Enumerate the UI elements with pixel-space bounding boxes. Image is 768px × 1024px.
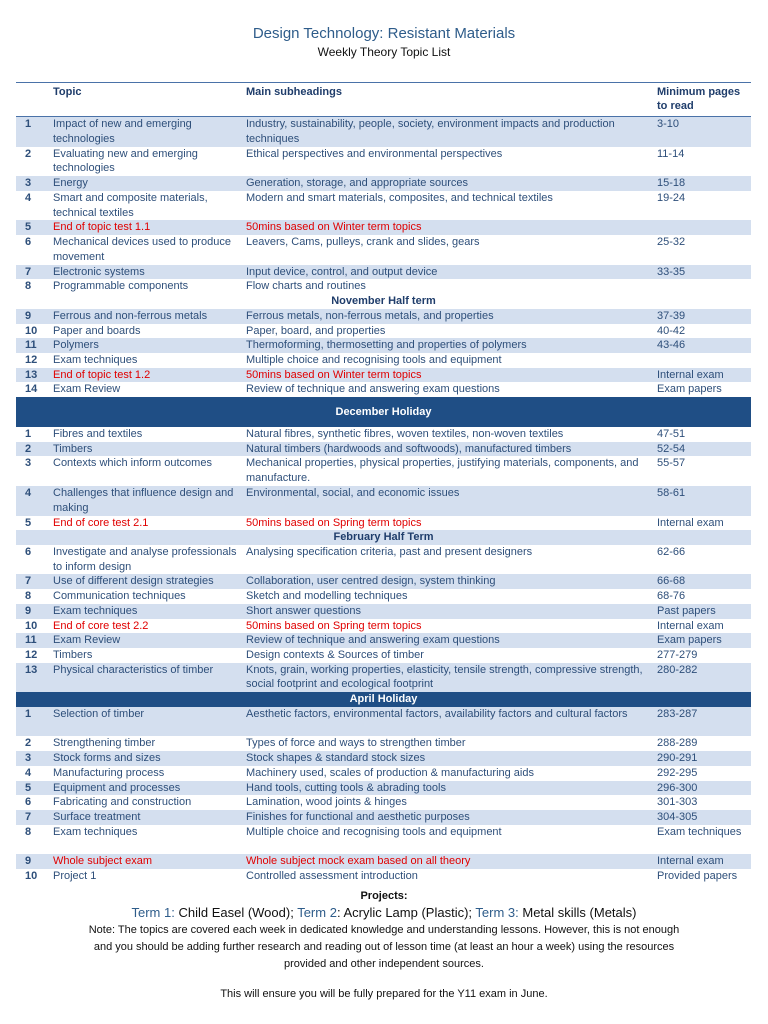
row-topic: Surface treatment bbox=[53, 810, 141, 823]
row-subheadings: Multiple choice and recognising tools and equipment bbox=[246, 825, 502, 838]
table-row bbox=[16, 265, 751, 280]
table-row bbox=[16, 574, 751, 589]
table-row bbox=[16, 338, 751, 353]
table-body bbox=[16, 117, 751, 884]
row-number: 4 bbox=[25, 766, 32, 779]
table-row bbox=[16, 795, 751, 810]
row-number: 6 bbox=[25, 796, 32, 809]
row-topic: Communication techniques bbox=[53, 590, 186, 603]
table-row bbox=[16, 633, 751, 648]
row-pages: 47-51 bbox=[657, 427, 686, 440]
row-number: 9 bbox=[25, 855, 32, 868]
row-topic: Contexts which inform outcomes bbox=[53, 457, 212, 470]
row-pages: Exam papers bbox=[657, 634, 722, 647]
term3-value: Metal skills (Metals) bbox=[518, 905, 637, 920]
row-subheadings: Natural timbers (hardwoods and softwoods), manufactured timbers bbox=[246, 442, 572, 455]
row-pages: Past papers bbox=[657, 604, 716, 617]
row-number: 4 bbox=[25, 486, 32, 499]
row-number: 6 bbox=[25, 545, 32, 558]
row-subheadings: 50mins based on Spring term topics bbox=[246, 516, 422, 529]
row-number: 11 bbox=[25, 339, 37, 352]
row-topic: Manufacturing process bbox=[53, 766, 165, 779]
row-subheadings: 50mins based on Spring term topics bbox=[246, 619, 422, 632]
row-subheadings: Analysing specification criteria, past and present designers bbox=[246, 545, 533, 558]
row-subheadings: Types of force and ways to strengthen timber bbox=[246, 737, 466, 750]
table-row bbox=[16, 825, 751, 855]
row-subheadings: Collaboration, user centred design, system thinking bbox=[246, 575, 496, 588]
row-number: 10 bbox=[25, 619, 38, 632]
row-number: 9 bbox=[25, 309, 32, 322]
table-row bbox=[16, 368, 751, 383]
row-pages: 3-10 bbox=[657, 118, 680, 130]
document-title: Design Technology: Resistant Materials bbox=[252, 25, 516, 42]
row-pages: 58-61 bbox=[657, 486, 686, 499]
row-subheadings: Input device, control, and output device bbox=[246, 265, 438, 278]
row-pages: 25-32 bbox=[657, 236, 686, 249]
row-topic: Mechanical devices used to produce movement bbox=[53, 236, 231, 263]
row-subheadings: Thermoforming, thermosetting and properties of polymers bbox=[246, 339, 527, 352]
row-pages: 15-18 bbox=[657, 177, 686, 190]
row-topic: Programmable components bbox=[53, 280, 189, 293]
table-row bbox=[16, 235, 751, 265]
row-topic: Stock forms and sizes bbox=[53, 752, 161, 765]
row-topic: Fabricating and construction bbox=[53, 796, 192, 809]
row-pages: Internal exam bbox=[657, 516, 724, 529]
row-subheadings: Short answer questions bbox=[246, 604, 361, 617]
row-pages: 43-46 bbox=[657, 339, 686, 352]
row-topic: Exam techniques bbox=[53, 825, 138, 838]
table-row bbox=[16, 854, 751, 869]
table-row bbox=[16, 427, 751, 442]
table-row bbox=[16, 604, 751, 619]
row-subheadings: Leavers, Cams, pulleys, crank and slides, gears bbox=[246, 236, 480, 249]
row-topic: Timbers bbox=[53, 442, 93, 455]
row-topic: Exam techniques bbox=[53, 353, 138, 366]
row-pages: 40-42 bbox=[657, 324, 686, 337]
topic-table bbox=[16, 82, 751, 884]
row-number: 13 bbox=[25, 663, 38, 676]
table-row bbox=[16, 663, 751, 693]
table-row bbox=[16, 309, 751, 324]
row-number: 3 bbox=[25, 752, 32, 765]
row-subheadings: Multiple choice and recognising tools and equipment bbox=[246, 353, 502, 366]
document-subtitle: Weekly Theory Topic List bbox=[317, 45, 451, 59]
row-topic: Ferrous and non-ferrous metals bbox=[53, 309, 208, 322]
row-number: 14 bbox=[25, 383, 38, 396]
row-topic: Use of different design strategies bbox=[53, 575, 214, 588]
row-topic: Selection of timber bbox=[53, 707, 145, 720]
header-subheadings: Main subheadings bbox=[246, 86, 342, 98]
table-row bbox=[16, 442, 751, 457]
row-pages bbox=[657, 353, 751, 368]
row-number: 1 bbox=[25, 707, 32, 720]
row-number: 5 bbox=[25, 221, 32, 234]
row-subheadings: Knots, grain, working properties, elasticity, tensile strength, compressive strength, social footprint and ecological footprint bbox=[246, 663, 643, 691]
row-topic: Physical characteristics of timber bbox=[53, 663, 214, 676]
row-number: 5 bbox=[25, 516, 32, 529]
row-pages: Internal exam bbox=[657, 368, 724, 381]
row-number: 6 bbox=[25, 236, 32, 249]
row-number: 2 bbox=[25, 442, 32, 455]
row-topic: End of core test 2.1 bbox=[53, 516, 149, 529]
row-number: 3 bbox=[25, 457, 32, 470]
row-pages: 33-35 bbox=[657, 265, 686, 278]
row-pages: Internal exam bbox=[657, 619, 724, 632]
row-subheadings: Lamination, wood joints & hinges bbox=[246, 796, 407, 809]
row-topic: End of topic test 1.1 bbox=[53, 221, 151, 234]
section-divider: February Half Term bbox=[16, 530, 751, 545]
row-pages: 19-24 bbox=[657, 191, 686, 204]
term3-label: Term 3: bbox=[475, 905, 519, 920]
table-row bbox=[16, 751, 751, 766]
row-topic: Evaluating new and emerging technologies bbox=[53, 147, 198, 175]
row-subheadings: Hand tools, cutting tools & abrading tools bbox=[246, 781, 446, 794]
table-row bbox=[16, 781, 751, 796]
row-pages: 280-282 bbox=[657, 663, 698, 676]
table-row bbox=[16, 147, 751, 177]
row-topic: Equipment and processes bbox=[53, 781, 181, 794]
row-number: 3 bbox=[25, 177, 32, 190]
row-topic: Paper and boards bbox=[53, 324, 141, 337]
row-pages: 301-303 bbox=[657, 796, 698, 809]
row-subheadings: Finishes for functional and aesthetic purposes bbox=[246, 810, 470, 823]
row-pages: 304-305 bbox=[657, 810, 698, 823]
row-pages: 290-291 bbox=[657, 752, 698, 765]
table-row bbox=[16, 516, 751, 531]
row-subheadings: Paper, board, and properties bbox=[246, 324, 386, 337]
row-pages: 55-57 bbox=[657, 457, 686, 470]
table-row bbox=[16, 324, 751, 339]
row-subheadings: Review of technique and answering exam questions bbox=[246, 383, 500, 396]
row-topic: Strengthening timber bbox=[53, 737, 156, 750]
row-topic: Fibres and textiles bbox=[53, 427, 143, 440]
row-topic: Electronic systems bbox=[53, 265, 145, 278]
note-text: Note: The topics are covered each week in dedicated knowledge and understanding lessons. However, this is not enough and you should be adding further research and reading out of lesson time (at least an hour a week) using the resources provided and other independent sources. bbox=[88, 924, 680, 970]
row-subheadings: Environmental, social, and economic issues bbox=[246, 486, 460, 499]
row-topic: Project 1 bbox=[53, 869, 97, 882]
row-topic: Investigate and analyse professionals to inform design bbox=[53, 545, 237, 573]
row-pages: 37-39 bbox=[657, 309, 686, 322]
term2-value: : Acrylic Lamp (Plastic); bbox=[336, 905, 476, 920]
row-topic: Timbers bbox=[53, 648, 93, 661]
row-topic: End of core test 2.2 bbox=[53, 619, 149, 632]
table-row bbox=[16, 176, 751, 191]
row-pages: 52-54 bbox=[657, 442, 686, 455]
term1-label: Term 1: bbox=[131, 905, 175, 920]
section-divider: April Holiday bbox=[16, 692, 751, 707]
row-topic: Polymers bbox=[53, 339, 99, 352]
row-number: 10 bbox=[25, 869, 38, 882]
row-subheadings: 50mins based on Winter term topics bbox=[246, 221, 422, 234]
row-subheadings: Generation, storage, and appropriate sources bbox=[246, 177, 468, 190]
row-topic: Smart and composite materials, technical textiles bbox=[53, 191, 208, 219]
final-text: This will ensure you will be fully prepared for the Y11 exam in June. bbox=[220, 988, 548, 1000]
row-pages: 62-66 bbox=[657, 545, 686, 558]
table-row bbox=[16, 279, 751, 294]
row-subheadings: Review of technique and answering exam questions bbox=[246, 634, 500, 647]
table-row bbox=[16, 589, 751, 604]
row-subheadings: Ferrous metals, non-ferrous metals, and properties bbox=[246, 309, 494, 322]
row-number: 4 bbox=[25, 191, 32, 204]
row-topic: Impact of new and emerging technologies bbox=[53, 118, 192, 145]
header-topic: Topic bbox=[53, 86, 82, 98]
row-number: 13 bbox=[25, 368, 38, 381]
row-subheadings: Sketch and modelling techniques bbox=[246, 590, 408, 603]
row-subheadings: Machinery used, scales of production & manufacturing aids bbox=[246, 766, 534, 779]
header-pages: Minimum pages to read bbox=[657, 86, 741, 112]
row-number: 2 bbox=[25, 737, 32, 750]
row-number: 7 bbox=[25, 265, 32, 278]
row-pages: Provided papers bbox=[657, 869, 738, 882]
row-pages: 277-279 bbox=[657, 648, 698, 661]
table-row bbox=[16, 382, 751, 397]
table-row bbox=[16, 810, 751, 825]
table-row bbox=[16, 766, 751, 781]
row-number: 8 bbox=[25, 280, 32, 293]
row-pages: 283-287 bbox=[657, 707, 698, 720]
table-row bbox=[16, 736, 751, 751]
row-topic: Energy bbox=[53, 177, 88, 190]
table-row bbox=[16, 220, 751, 235]
row-pages bbox=[657, 279, 751, 294]
table-row bbox=[16, 353, 751, 368]
row-subheadings: Mechanical properties, physical properties, justifying materials, components, and manufacture. bbox=[246, 457, 639, 485]
row-number: 1 bbox=[25, 427, 32, 440]
row-pages: 11-14 bbox=[657, 147, 685, 160]
table-row bbox=[16, 191, 751, 221]
row-number: 7 bbox=[25, 575, 32, 588]
row-subheadings: Natural fibres, synthetic fibres, woven textiles, non-woven textiles bbox=[246, 427, 564, 440]
table-row bbox=[16, 869, 751, 884]
projects-terms bbox=[0, 904, 768, 922]
row-topic: Challenges that influence design and making bbox=[53, 486, 234, 514]
table-row bbox=[16, 486, 751, 516]
row-number: 8 bbox=[25, 590, 32, 603]
row-number: 12 bbox=[25, 353, 38, 366]
row-number: 8 bbox=[25, 825, 32, 838]
row-pages: 296-300 bbox=[657, 781, 698, 794]
term2-label: Term 2 bbox=[297, 905, 337, 920]
footer bbox=[0, 888, 768, 1003]
row-topic: Whole subject exam bbox=[53, 855, 153, 868]
row-pages: 292-295 bbox=[657, 766, 698, 779]
section-divider: November Half term bbox=[331, 295, 436, 308]
row-number: 7 bbox=[25, 810, 32, 823]
row-subheadings: Design contexts & Sources of timber bbox=[246, 648, 424, 661]
term1-value: Child Easel (Wood); bbox=[174, 905, 298, 920]
row-number: 1 bbox=[25, 118, 32, 130]
row-pages: Exam papers bbox=[657, 383, 722, 396]
row-number: 11 bbox=[25, 634, 37, 647]
row-number: 10 bbox=[25, 324, 38, 337]
row-number: 12 bbox=[25, 648, 38, 661]
row-number: 9 bbox=[25, 604, 32, 617]
row-subheadings: Aesthetic factors, environmental factors, availability factors and cultural factors bbox=[246, 707, 628, 720]
table-row bbox=[16, 707, 751, 737]
row-pages: 288-289 bbox=[657, 737, 698, 750]
row-pages: 68-76 bbox=[657, 590, 686, 603]
row-topic: Exam Review bbox=[53, 634, 121, 647]
table-header bbox=[16, 83, 751, 117]
row-topic: Exam techniques bbox=[53, 604, 138, 617]
row-topic: End of topic test 1.2 bbox=[53, 368, 151, 381]
row-subheadings: Whole subject mock exam based on all theory bbox=[246, 855, 471, 868]
row-pages bbox=[657, 220, 751, 235]
projects-title: Projects: bbox=[360, 890, 408, 902]
section-divider: December Holiday bbox=[16, 397, 751, 427]
row-number: 2 bbox=[25, 147, 32, 160]
row-subheadings: Controlled assessment introduction bbox=[246, 869, 418, 882]
row-subheadings: Ethical perspectives and environmental perspectives bbox=[246, 147, 503, 160]
table-row bbox=[16, 545, 751, 575]
table-row bbox=[16, 117, 751, 147]
row-subheadings: Stock shapes & standard stock sizes bbox=[246, 752, 426, 765]
table-row bbox=[16, 619, 751, 634]
row-number: 5 bbox=[25, 781, 32, 794]
row-subheadings: 50mins based on Winter term topics bbox=[246, 368, 422, 381]
table-row bbox=[16, 456, 751, 486]
row-subheadings: Industry, sustainability, people, society, environment impacts and production techniques bbox=[246, 118, 615, 145]
row-topic: Exam Review bbox=[53, 383, 121, 396]
row-subheadings: Flow charts and routines bbox=[246, 280, 366, 293]
row-pages: 66-68 bbox=[657, 575, 686, 588]
row-pages: Internal exam bbox=[657, 855, 724, 868]
table-row bbox=[16, 648, 751, 663]
header-num bbox=[16, 83, 53, 116]
row-pages: Exam techniques bbox=[657, 825, 742, 838]
row-subheadings: Modern and smart materials, composites, and technical textiles bbox=[246, 191, 553, 204]
